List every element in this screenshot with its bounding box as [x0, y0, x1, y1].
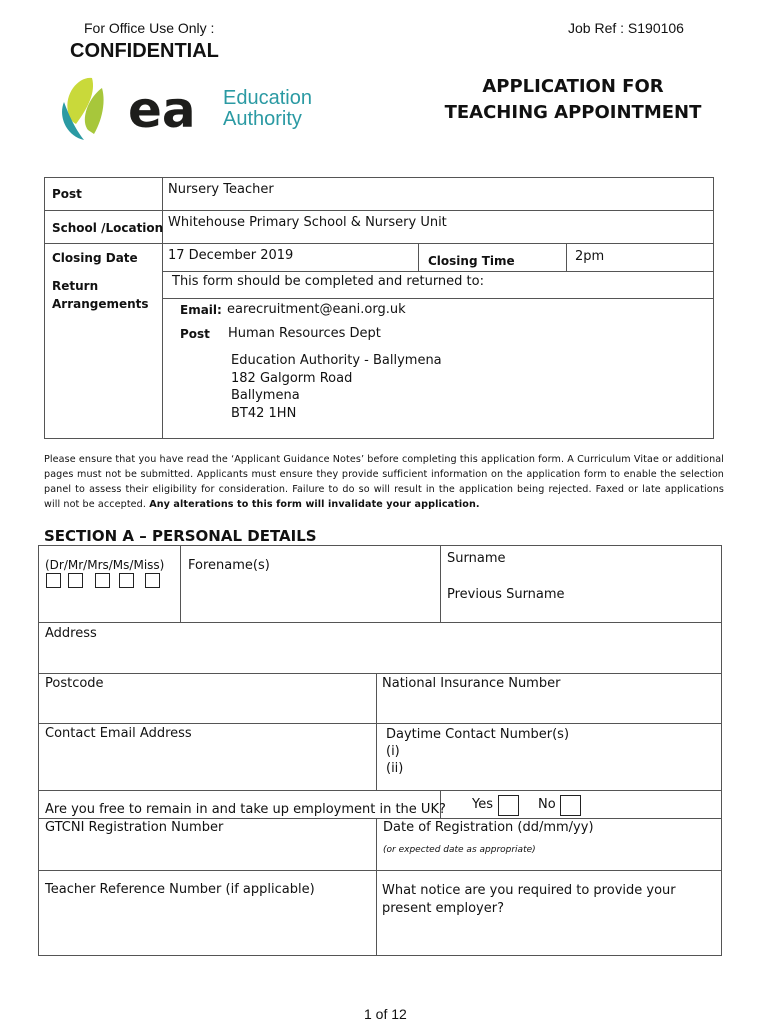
- postal-address: [231, 352, 442, 422]
- email-label: Email:: [180, 303, 222, 317]
- address-line: Ballymena: [231, 388, 300, 403]
- ea-logo: [58, 72, 328, 144]
- contact-email-label: Contact Email Address: [45, 726, 192, 741]
- section-a-heading: SECTION A – PERSONAL DETAILS: [44, 527, 317, 545]
- title-checkbox-miss[interactable]: [145, 573, 160, 588]
- guidance-notice-bold: Any alterations to this form will invalidate your application.: [149, 499, 480, 510]
- logo-mark-text: ea: [128, 81, 196, 139]
- daytime-contact-label: Daytime Contact Number(s): [386, 727, 570, 742]
- yes-label: Yes: [472, 797, 493, 812]
- previous-surname-label: Previous Surname: [447, 587, 565, 602]
- closing-date-label: Closing Date: [52, 251, 138, 265]
- address-line: BT42 1HN: [231, 405, 297, 421]
- school-label: School /Location: [52, 221, 164, 235]
- right-to-work-question: Are you free to remain in and take up employment in the UK?: [45, 802, 446, 817]
- guidance-notice-text: Please ensure that you have read the ‘Applicant Guidance Notes’ before completing this application form. A Curriculum Vitae or additional pages must not be submitted. Applicants must ensure they provide sufficient information on the application form to enable the selection panel to assess their eligibility for consideration. Failure to do so will result in the application being rejected. Faxed or late applications will not be accepted.: [44, 454, 724, 510]
- gtcni-label: GTCNI Registration Number: [45, 820, 224, 835]
- guidance-notice: [44, 452, 724, 512]
- notice-period-line2: present employer?: [382, 901, 504, 916]
- form-title-line1: APPLICATION FOR: [482, 76, 664, 97]
- closing-time-label: Closing Time: [428, 254, 515, 268]
- no-label: No: [538, 797, 556, 812]
- address-label: Address: [45, 626, 97, 641]
- daytime-contact-i: (i): [386, 744, 400, 759]
- closing-time-value: 2pm: [575, 249, 605, 264]
- post-value: Nursery Teacher: [168, 182, 274, 197]
- page-number: 1 of 12: [364, 1006, 407, 1022]
- title-checkbox-dr[interactable]: [46, 573, 61, 588]
- return-label: [52, 277, 149, 313]
- title-checkbox-mrs[interactable]: [95, 573, 110, 588]
- address-line: 182 Galgorm Road: [231, 370, 353, 386]
- return-label-line1: Return: [52, 279, 99, 293]
- closing-date-value: 17 December 2019: [168, 248, 294, 263]
- post-address-line1: Human Resources Dept: [228, 326, 381, 341]
- form-title-line2: TEACHING APPOINTMENT: [444, 102, 702, 123]
- notice-period: [382, 882, 676, 918]
- logo-text: [223, 88, 312, 130]
- ni-number-label: National Insurance Number: [382, 676, 561, 691]
- title-checkbox-ms[interactable]: [119, 573, 134, 588]
- title-label: (Dr/Mr/Mrs/Ms/Miss): [45, 558, 165, 572]
- teacher-ref-label: Teacher Reference Number (if applicable): [45, 882, 315, 897]
- confidential-label: CONFIDENTIAL: [70, 40, 219, 62]
- logo-line2: Authority: [223, 108, 302, 130]
- post-label: Post: [52, 187, 82, 201]
- surname-label: Surname: [447, 551, 506, 566]
- notice-period-line1: What notice are you required to provide your: [382, 883, 676, 898]
- school-value: Whitehouse Primary School & Nursery Unit: [168, 215, 447, 230]
- address-line: Education Authority - Ballymena: [231, 353, 442, 368]
- logo-line1: Education: [223, 87, 312, 109]
- form-title: [430, 74, 716, 126]
- postcode-label: Postcode: [45, 676, 104, 691]
- yes-checkbox[interactable]: [498, 795, 519, 816]
- post-address-label: Post: [180, 327, 210, 341]
- daytime-contact-ii: (ii): [386, 761, 404, 776]
- title-checkbox-mr[interactable]: [68, 573, 83, 588]
- office-use-label: For Office Use Only :: [84, 20, 215, 36]
- return-label-line2: Arrangements: [52, 297, 149, 311]
- job-ref: Job Ref : S190106: [568, 20, 684, 36]
- forename-label: Forename(s): [188, 558, 270, 573]
- no-checkbox[interactable]: [560, 795, 581, 816]
- registration-date-label: Date of Registration (dd/mm/yy): [383, 820, 594, 835]
- registration-date-note: (or expected date as appropriate): [383, 845, 536, 855]
- return-intro: This form should be completed and returned to:: [172, 274, 484, 289]
- daytime-contact: [386, 726, 569, 777]
- email-value: earecruitment@eani.org.uk: [227, 302, 406, 317]
